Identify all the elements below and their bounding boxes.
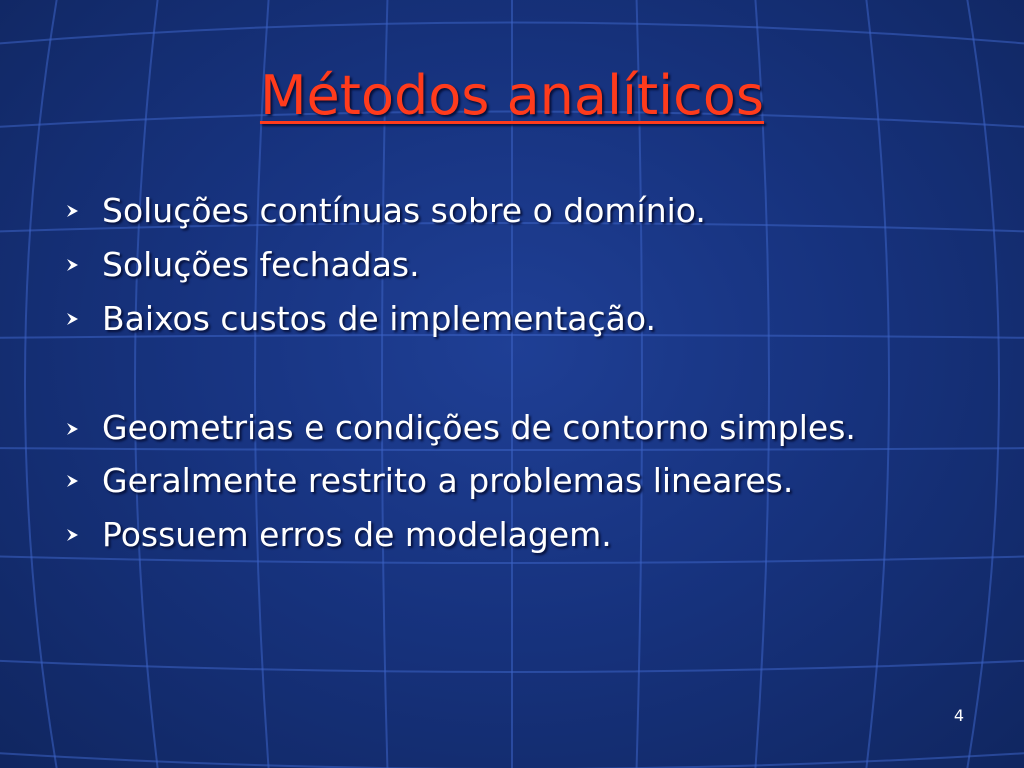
bullet-item	[62, 238, 962, 292]
chevron-arrow-icon	[64, 256, 82, 274]
bullet-item	[62, 402, 962, 454]
chevron-arrow-icon	[64, 202, 82, 220]
bullet-text: Geralmente restrito a problemas lineares.	[102, 461, 794, 500]
bullet-text: Possuem erros de modelagem.	[102, 515, 612, 554]
bullet-text: Geometrias e condições de contorno simples.	[102, 408, 856, 447]
chevron-arrow-icon	[64, 420, 82, 438]
bullet-list	[62, 184, 962, 562]
bullet-text: Soluções fechadas.	[102, 245, 420, 284]
bullet-item	[62, 292, 962, 346]
chevron-arrow-icon	[64, 526, 82, 544]
bullet-item	[62, 508, 962, 562]
chevron-arrow-icon	[64, 310, 82, 328]
chevron-arrow-icon	[64, 472, 82, 490]
bullet-item	[62, 454, 962, 508]
bullet-text: Baixos custos de implementação.	[102, 299, 656, 338]
bullet-text: Soluções contínuas sobre o domínio.	[102, 191, 706, 230]
slide-title: Métodos analíticos	[259, 64, 765, 127]
page-number: 4	[953, 706, 964, 725]
bullet-item	[62, 184, 962, 238]
